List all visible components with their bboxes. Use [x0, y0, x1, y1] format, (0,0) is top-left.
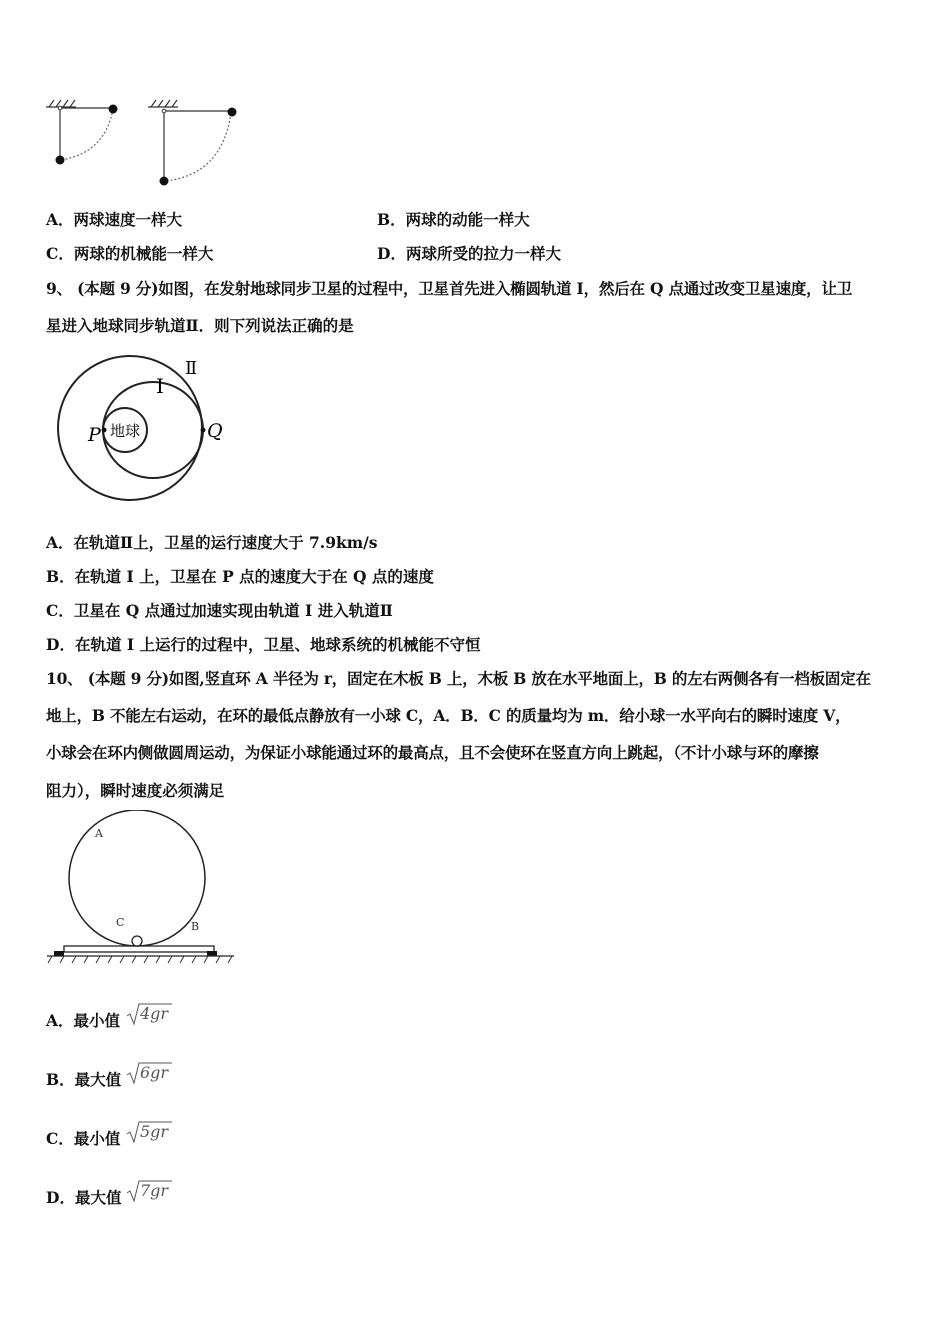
svg-text:7gr: 7gr [140, 1181, 169, 1200]
q8-option-c: C．两球的机械能一样大 [46, 244, 214, 263]
q10-stem-line-3: 小球会在环内侧做圆周运动，为保证小球能通过环的最高点，且不会使环在竖直方向上跳起，（不计小球与环的摩擦 [46, 743, 819, 762]
svg-text:4gr: 4gr [140, 1004, 169, 1023]
q-label: Q [207, 420, 223, 442]
sqrt-d [126, 1177, 174, 1205]
q10-option-b: B．最大值 [46, 1070, 122, 1089]
svg-text:6gr: 6gr [140, 1063, 169, 1082]
sqrt-c [126, 1118, 174, 1146]
q9-stem-line-2: 星进入地球同步轨道Ⅱ．则下列说法正确的是 [46, 316, 354, 335]
p-label: P [88, 424, 101, 446]
orbit-figure [45, 348, 240, 508]
q9-option-b: B．在轨道 I 上，卫星在 P 点的速度大于在 Q 点的速度 [46, 567, 434, 586]
q8-option-a: A．两球速度一样大 [46, 210, 183, 229]
ball-c-label: C [116, 916, 125, 929]
ring-a-label: A [95, 827, 103, 840]
q9-option-d: D．在轨道 I 上运行的过程中，卫星、地球系统的机械能不守恒 [46, 635, 481, 654]
q8-option-d: D．两球所受的拉力一样大 [377, 244, 561, 263]
pendulum-figure [40, 95, 250, 190]
sqrt-b [126, 1059, 174, 1087]
q9-option-a: A．在轨道Ⅱ上，卫星的运行速度大于 7.9km/s [46, 533, 378, 552]
q10-option-d: D．最大值 [46, 1188, 122, 1207]
earth-label: 地球 [110, 422, 141, 440]
svg-text:5gr: 5gr [140, 1122, 169, 1141]
orbit-2-label: Ⅱ [185, 358, 198, 379]
q9-stem-line-1: 9、 (本题 9 分)如图，在发射地球同步卫星的过程中，卫星首先进入椭圆轨道 I，然后在 Q 点通过改变卫星速度，让卫 [46, 279, 853, 298]
q10-stem-line-1: 10、 (本题 9 分)如图,竖直环 A 半径为 r，固定在木板 B 上，木板 B 放在水平地面上，B 的左右两侧各有一档板固定在 [46, 669, 871, 688]
sqrt-a [126, 1000, 174, 1028]
board-b-label: B [191, 920, 200, 933]
q10-option-c: C．最小值 [46, 1129, 121, 1148]
q10-stem-line-2: 地上，B 不能左右运动，在环的最低点静放有一小球 C，A．B．C 的质量均为 m．给小球一水平向右的瞬时速度 V， [46, 706, 851, 725]
q8-option-b: B．两球的动能一样大 [377, 210, 530, 229]
q10-option-a: A．最小值 [46, 1011, 121, 1030]
ring-figure [44, 810, 239, 970]
q9-option-c: C．卫星在 Q 点通过加速实现由轨道 I 进入轨道Ⅱ [46, 601, 393, 620]
q10-stem-line-4: 阻力），瞬时速度必须满足 [46, 781, 225, 800]
orbit-1-label: I [156, 374, 164, 398]
